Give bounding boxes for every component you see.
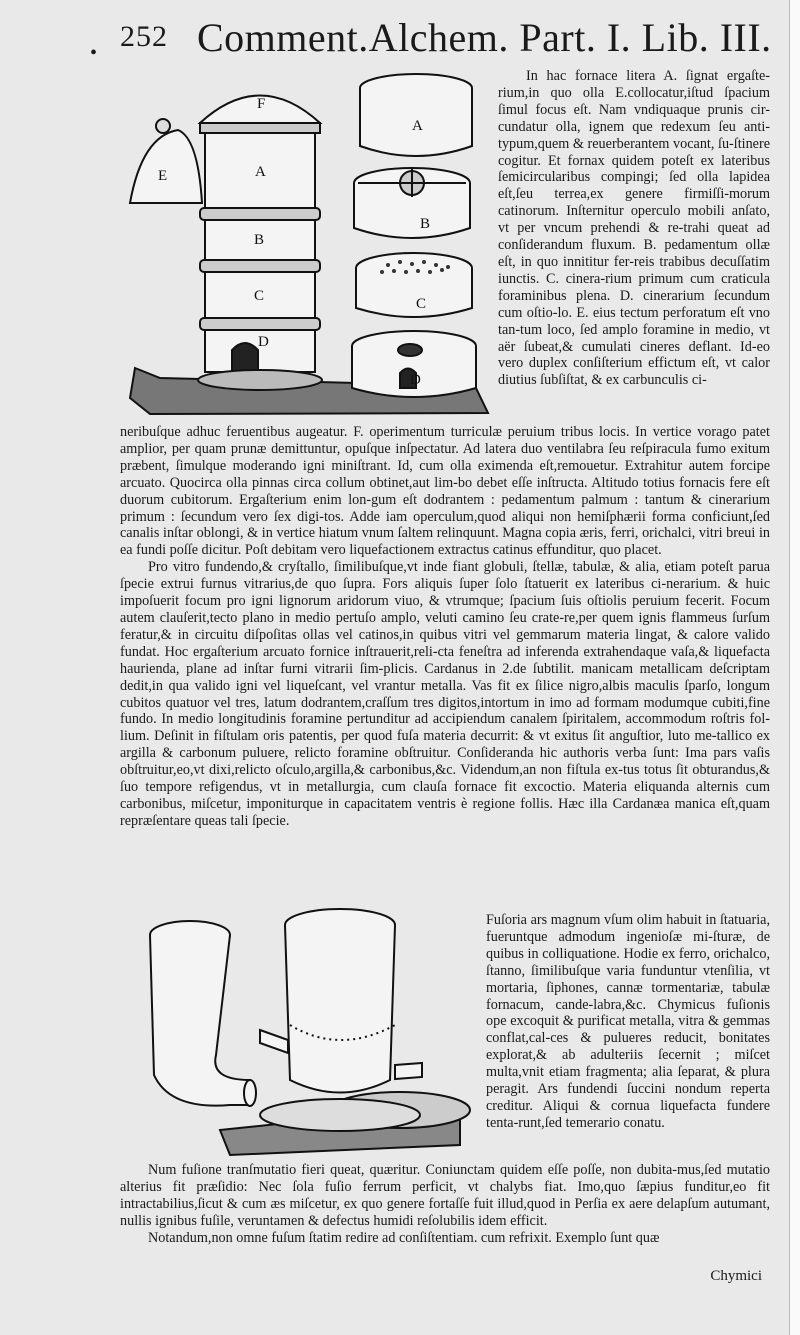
- furnace-figure: [120, 68, 498, 420]
- text-column-right-bottom: [486, 912, 770, 1132]
- text-block-bottom: [120, 1162, 770, 1247]
- text-block-main: [120, 424, 770, 830]
- label-C-tower: C: [254, 288, 265, 304]
- page-number: 252: [120, 20, 168, 53]
- page-dot: •: [90, 42, 98, 64]
- paragraph: In hac fornace litera A. ſignat ergaſte-rium,in quo olla E.collocatur,iſtud ſpacium ſimul focus eſt. Nam vndiquaque prunis cir-cundatur olla, ignem que redexum ſeu anti-typum,quem & reuerberantem vocant, ſu-ſtinere cogitur. Et fornax quidem poteſt ex lateribus ſemicircularibus compingi; ſed olla lapidea eſt,ſeu terrea,ex genere firmiſſi-morum catinorum. Inſternitur operculo mobili anſato, vt per vncum prehendi & re-trahi queat ad conſiderandum fluxum. B. pedamentum ollæ eſt, in quo innititur fer-reis trabibus decuſſatim iunctis. C. cinera-rium primum cum craticula foraminibus plena. D. cinerarium ſecundum cum oſtio-lo. E. eius tectum perforatum eſt vno tan-tum loco, ſed amplo foramine in medio, vt aër ſubeat,& cumulati cineres deflant. Id-eo vero duplex conſiſterium effictum eſt, vt calor diutius ſubſiſtat, & ex carbunculis ci-: [498, 68, 770, 389]
- label-B-tower: B: [254, 232, 265, 248]
- running-head: Comment.Alchem. Part. I. Lib. III.: [197, 15, 772, 60]
- paragraph: Pro vitro fundendo,& cryſtallo, ſimilibuſque,vt inde fiant globuli, ſtellæ, tabulæ, & alia, etiam poteſt parua ſpecie extrui furnus vitrarius,de quo ſupra. Fors aliquis ſuper ſolo ſtatuerit ex lateribus ci-nerarium. & huic impoſuerit focum pro igni lignorum aridorum viuo, & vtrumque; ſpacium ſuis oſtiolis peruium fecerit. Focum autem clauſerit,tecto plano in medio pertuſo amplo, veluti camino ſeu crate-re,per quem ignis flammeus ſurſum feratur,& in circuitu diſpoſitas ollas vel catinos,in quibus vitri vel gemmarum materia lingat, & calore valido fundat. Hoc ergaſterium arcuato fornice inſtrauerit,reli-cta feneſtra ad inferenda extrahendaque vaſa,& liquefacta haurienda, plane ad inſtar furni vitrarii ſim-plicis. Cardanus in 2.de ſubtilit. manicam metallicam deſcriptam dedit,in qua valido igni vel liqueſcant, vel vrantur metalla. Vas fit ex ſilice nigro,albis maculis ſparſo, longum cubitos quatuor vel tres, latum dodrantem,craſſum tres digitos,intortum in imo ad formam modumque cubiti,fine fundo. In medio longitudinis foramine pertunditur ad accipiendum canalem ſpiritalem, accommodum roſtris fol-lium. Deſinit in fiſtulam oris patentis, per quod fuſa materia decurrit: & vt exitus ſit anguſtior, luto me-tallico ex argilla & carbonum puluere, relicto foramine obſtruitur. Conſideranda hic authoris verba ſunt: Ima pars vaſis obſtruitur,eo,vt dixi,relicto oſculo,argilla,& carbonibus,&c. Videndum,an non fiſtula ex-tus totus ſit obturandus,& ſuo tempore refigendus, vt in metallurgia, cum clauſa fornace fit excoctio. Materia eliquanda alternis cum carbonibus, miſcetur, imponiturque in capacitatem ventris è regione follis. Hæc illa Cardanæa manica eſt,quam repræſentare queas tali ſpecie.: [120, 559, 770, 829]
- label-B-part: B: [420, 216, 431, 232]
- woodcut-manica-drawing: [150, 909, 470, 1155]
- paragraph: Num fuſione tranſmutatio fieri queat, quæritur. Coniunctam quidem eſſe poſſe, non dubita-mus,ſed mutatio alterius fit præſidio: Nec ſola fuſio ferrum perficit, vt chalybs fiat. Imo,quo ſæpius funditur,eo fit intractabilius,ſicut & cum æs miſcetur, ex quo genere fortaſſe fuit illud,quod in Perſia ex aere delapſum autumant, nullis ignibus fuſile, veruntamen & defectus humidi reſolubilis idem efficit.: [120, 1162, 770, 1229]
- label-A-part: A: [412, 118, 423, 134]
- manica-figure: [140, 905, 480, 1160]
- label-F: F: [257, 96, 266, 112]
- label-C-part: C: [416, 296, 427, 312]
- woodcut-furnace-drawing: [130, 74, 488, 414]
- paragraph: Notandum,non omne fuſum ſtatim redire ad conſiſtentiam. cum refrixit. Exemplo ſunt quæ: [148, 1229, 660, 1246]
- text-column-right-top: [498, 68, 770, 389]
- label-A-tower: A: [255, 164, 266, 180]
- paragraph: Fuſoria ars magnum vſum olim habuit in ſtatuaria, fueruntque admodum ingenioſæ mi-ſturæ, de quibus in colliquatione. Hodie ex ferro, orichalco, ſtanno, ſimilibuſque varia funduntur vtenſilia, vt mortaria, ſiphones, cannæ tormentariæ, tabulæ fornacum, cande-labra,&c. Chymicus fuſionis ope excoquit & purificat metalla, vitra & gemmas conflat,cal-ces & pulueres reducit, bonitates explorat,& ab adulteriis ſecernit ; miſcet multa,vnit etiam fragmenta; alia ſeparat, & plura peragit. Ars fundendi ſuccini nondum reperta creditur. Aliqui & cornua liquefacta fundere tenta-runt,ſed temerario conatu.: [486, 912, 770, 1131]
- label-E: E: [158, 168, 168, 184]
- paragraph: neribuſque adhuc feruentibus augeatur. F. operimentum turriculæ peruium tribus locis. In vertice vorago patet amplior, per quam prunæ demittuntur, opuſque inſpectatur. Ad latera duo ventilabra ſeu reſpiracula fumo exitum præbent, ſimulque moderando igni miniſtrant. Id, cum olla eximenda eſt,remouetur. Extrahitur autem forcipe arcuato. Quocirca olla pinnas circa collum obtinet,aut lim-bo debet eſſe inſtructa. Altitudo totius fornacis fere eſt duorum cubitorum. Ergaſterium enim lon-gum eſt dodrantem : pedamentum palmum : tantum & cinerarium primum : ſecundum vero ſex digi-tos. Adde iam operculum,quod aliqui non hemiſphærii forma conficiunt,ſed canalis inſtar oblongi, & in vertice hiatum vnum ſaltem relinquunt. Magna copia æris, ferri, orichalci, vitri breui in ea fundi poſſe dicitur. Poſt debitam vero liquefactionem extractus catinus effunditur, quo placet.: [120, 424, 770, 559]
- page-edge: [789, 0, 800, 1335]
- label-D-part: D: [410, 372, 421, 388]
- label-D-tower: D: [258, 334, 269, 350]
- catchword: Chymici: [710, 1268, 762, 1284]
